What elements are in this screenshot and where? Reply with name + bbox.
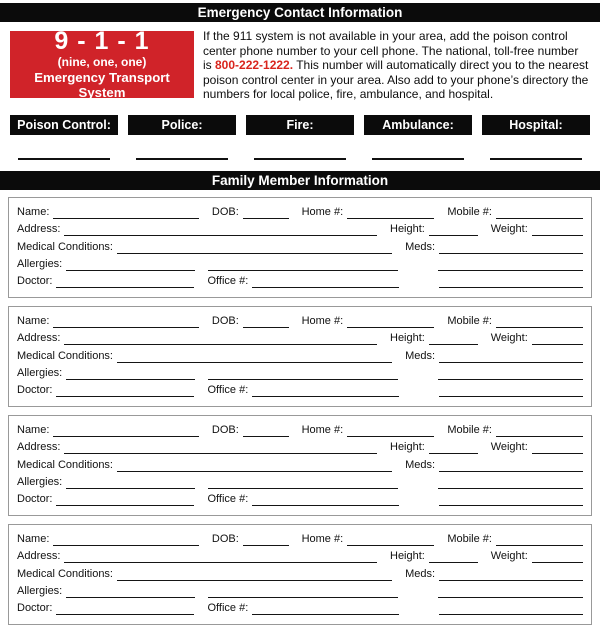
home-phone-label: Home #: [301, 424, 344, 436]
meds-fill-line[interactable] [439, 350, 583, 363]
office-phone-label: Office #: [207, 602, 249, 614]
allergies-label: Allergies: [17, 366, 63, 379]
meds-continuation-fill-line-2[interactable] [439, 493, 583, 506]
name-label: Name: [17, 424, 50, 436]
family-member-card [8, 524, 592, 625]
address-label: Address: [17, 441, 61, 454]
name-label: Name: [17, 206, 50, 218]
doctor-fill-line[interactable] [56, 384, 194, 397]
meds-label: Meds: [405, 567, 436, 580]
home-phone-fill-line[interactable] [347, 533, 434, 546]
meds-continuation-fill-line[interactable] [438, 585, 583, 598]
home-phone-label: Home #: [301, 315, 344, 327]
office-phone-fill-line[interactable] [252, 384, 398, 397]
instructions-text-before: If the 911 system is not available in your area, add the poison control center phone number to your cell phone. The national, toll-free number is [203, 29, 579, 73]
family-member-card [8, 306, 592, 407]
dob-fill-line[interactable] [243, 424, 289, 437]
office-phone-fill-line[interactable] [252, 275, 398, 288]
label-poison-control: Poison Control: [10, 115, 118, 135]
office-phone-label: Office #: [207, 493, 249, 505]
form-row-allergies [17, 585, 583, 598]
poison-control-phone-number: 800-222-1222. [215, 58, 294, 73]
mobile-phone-fill-line[interactable] [496, 206, 583, 219]
emergency-numbers-fill-row [10, 158, 590, 160]
mobile-phone-label: Mobile #: [447, 206, 492, 218]
dob-fill-line[interactable] [243, 533, 289, 546]
height-label: Height: [390, 223, 425, 236]
height-fill-line[interactable] [429, 550, 478, 563]
family-section-header: Family Member Information [0, 171, 600, 190]
address-label: Address: [17, 223, 61, 236]
office-phone-label: Office #: [207, 275, 249, 287]
poison-control-instructions [203, 29, 590, 102]
dob-label: DOB: [211, 424, 239, 436]
address-fill-line[interactable] [64, 223, 377, 236]
911-words: (nine, one, one) [57, 54, 147, 69]
meds-continuation-fill-line[interactable] [438, 476, 583, 489]
form-row-identity [17, 533, 583, 546]
medical-conditions-label: Medical Conditions: [17, 567, 113, 580]
weight-fill-line[interactable] [532, 550, 583, 563]
home-phone-label: Home #: [301, 533, 344, 545]
name-fill-line[interactable] [53, 315, 198, 328]
dob-fill-line[interactable] [243, 315, 289, 328]
family-member-card [8, 197, 592, 298]
doctor-fill-line[interactable] [56, 602, 194, 615]
allergies-label: Allergies: [17, 257, 63, 270]
911-badge [10, 26, 194, 100]
medical-conditions-label: Medical Conditions: [17, 349, 113, 362]
form-row-address [17, 223, 583, 236]
address-fill-line[interactable] [64, 332, 377, 345]
address-fill-line[interactable] [64, 441, 377, 454]
ambulance-fill-line[interactable] [372, 158, 465, 160]
meds-continuation-fill-line-2[interactable] [439, 275, 583, 288]
hospital-fill-line[interactable] [490, 158, 583, 160]
mobile-phone-label: Mobile #: [447, 533, 492, 545]
height-fill-line[interactable] [429, 223, 478, 236]
label-ambulance: Ambulance: [364, 115, 472, 135]
mobile-phone-fill-line[interactable] [496, 424, 583, 437]
allergies-continuation-fill-line[interactable] [208, 258, 398, 271]
form-row-medical [17, 459, 583, 472]
meds-label: Meds: [405, 240, 436, 253]
form-row-doctor [17, 602, 583, 615]
name-fill-line[interactable] [53, 424, 198, 437]
meds-continuation-fill-line-2[interactable] [439, 384, 583, 397]
office-phone-fill-line[interactable] [252, 493, 398, 506]
medical-conditions-fill-line[interactable] [117, 459, 392, 472]
weight-label: Weight: [490, 223, 528, 236]
911-caption: Emergency Transport System [34, 69, 170, 100]
form-row-allergies [17, 258, 583, 271]
name-label: Name: [17, 533, 50, 545]
form-row-doctor [17, 275, 583, 288]
medical-conditions-fill-line[interactable] [117, 350, 392, 363]
home-phone-fill-line[interactable] [347, 315, 434, 328]
form-row-address [17, 441, 583, 454]
label-police: Police: [128, 115, 236, 135]
name-fill-line[interactable] [53, 206, 198, 219]
weight-fill-line[interactable] [532, 332, 583, 345]
form-row-allergies [17, 476, 583, 489]
home-phone-fill-line[interactable] [347, 424, 434, 437]
weight-label: Weight: [490, 441, 528, 454]
height-label: Height: [390, 550, 425, 563]
form-row-address [17, 550, 583, 563]
meds-fill-line[interactable] [439, 459, 583, 472]
form-row-medical [17, 568, 583, 581]
meds-fill-line[interactable] [439, 568, 583, 581]
form-row-identity [17, 424, 583, 437]
label-hospital: Hospital: [482, 115, 590, 135]
name-label: Name: [17, 315, 50, 327]
form-row-identity [17, 315, 583, 328]
dob-label: DOB: [211, 533, 239, 545]
meds-continuation-fill-line[interactable] [438, 258, 583, 271]
form-row-doctor [17, 384, 583, 397]
medical-conditions-fill-line[interactable] [117, 241, 392, 254]
form-row-doctor [17, 493, 583, 506]
meds-label: Meds: [405, 349, 436, 362]
form-row-address [17, 332, 583, 345]
medical-conditions-label: Medical Conditions: [17, 458, 113, 471]
allergies-fill-line[interactable] [66, 476, 195, 489]
address-label: Address: [17, 332, 61, 345]
form-row-identity [17, 206, 583, 219]
medical-conditions-label: Medical Conditions: [17, 240, 113, 253]
mobile-phone-fill-line[interactable] [496, 533, 583, 546]
height-fill-line[interactable] [429, 441, 478, 454]
allergies-fill-line[interactable] [66, 258, 195, 271]
weight-label: Weight: [490, 332, 528, 345]
family-members-list [0, 197, 600, 625]
home-phone-label: Home #: [301, 206, 344, 218]
weight-fill-line[interactable] [532, 441, 583, 454]
doctor-label: Doctor: [17, 275, 53, 287]
doctor-fill-line[interactable] [56, 493, 194, 506]
office-phone-fill-line[interactable] [252, 602, 398, 615]
dob-label: DOB: [211, 206, 239, 218]
weight-label: Weight: [490, 550, 528, 563]
allergies-label: Allergies: [17, 475, 63, 488]
address-fill-line[interactable] [64, 550, 377, 563]
height-fill-line[interactable] [429, 332, 478, 345]
allergies-continuation-fill-line[interactable] [208, 367, 398, 380]
home-phone-fill-line[interactable] [347, 206, 434, 219]
mobile-phone-fill-line[interactable] [496, 315, 583, 328]
medical-conditions-fill-line[interactable] [117, 568, 392, 581]
meds-continuation-fill-line[interactable] [438, 367, 583, 380]
emergency-section-header: Emergency Contact Information [0, 3, 600, 22]
allergies-continuation-fill-line[interactable] [208, 476, 398, 489]
doctor-fill-line[interactable] [56, 275, 194, 288]
doctor-label: Doctor: [17, 493, 53, 505]
fire-fill-line[interactable] [254, 158, 347, 160]
allergies-label: Allergies: [17, 584, 63, 597]
911-number: 9 - 1 - 1 [54, 26, 150, 55]
mobile-phone-label: Mobile #: [447, 424, 492, 436]
allergies-fill-line[interactable] [66, 585, 195, 598]
doctor-label: Doctor: [17, 602, 53, 614]
doctor-label: Doctor: [17, 384, 53, 396]
police-fill-line[interactable] [136, 158, 229, 160]
mobile-phone-label: Mobile #: [447, 315, 492, 327]
name-fill-line[interactable] [53, 533, 198, 546]
family-member-card [8, 415, 592, 516]
meds-fill-line[interactable] [439, 241, 583, 254]
intro-section [10, 26, 590, 102]
form-row-medical [17, 241, 583, 254]
allergies-continuation-fill-line[interactable] [208, 585, 398, 598]
office-phone-label: Office #: [207, 384, 249, 396]
weight-fill-line[interactable] [532, 223, 583, 236]
instructions-text-after: This number will automatically direct you to the nearest poison control center in your area. Also add to your phone’s directory the numbers for local police, fire, ambulance, and hospital. [203, 58, 589, 102]
allergies-fill-line[interactable] [66, 367, 195, 380]
form-row-medical [17, 350, 583, 363]
height-label: Height: [390, 332, 425, 345]
meds-continuation-fill-line-2[interactable] [439, 602, 583, 615]
address-label: Address: [17, 550, 61, 563]
poison-control-fill-line[interactable] [18, 158, 111, 160]
meds-label: Meds: [405, 458, 436, 471]
dob-label: DOB: [211, 315, 239, 327]
form-row-allergies [17, 367, 583, 380]
dob-fill-line[interactable] [243, 206, 289, 219]
height-label: Height: [390, 441, 425, 454]
emergency-numbers-label-row [10, 115, 590, 135]
label-fire: Fire: [246, 115, 354, 135]
